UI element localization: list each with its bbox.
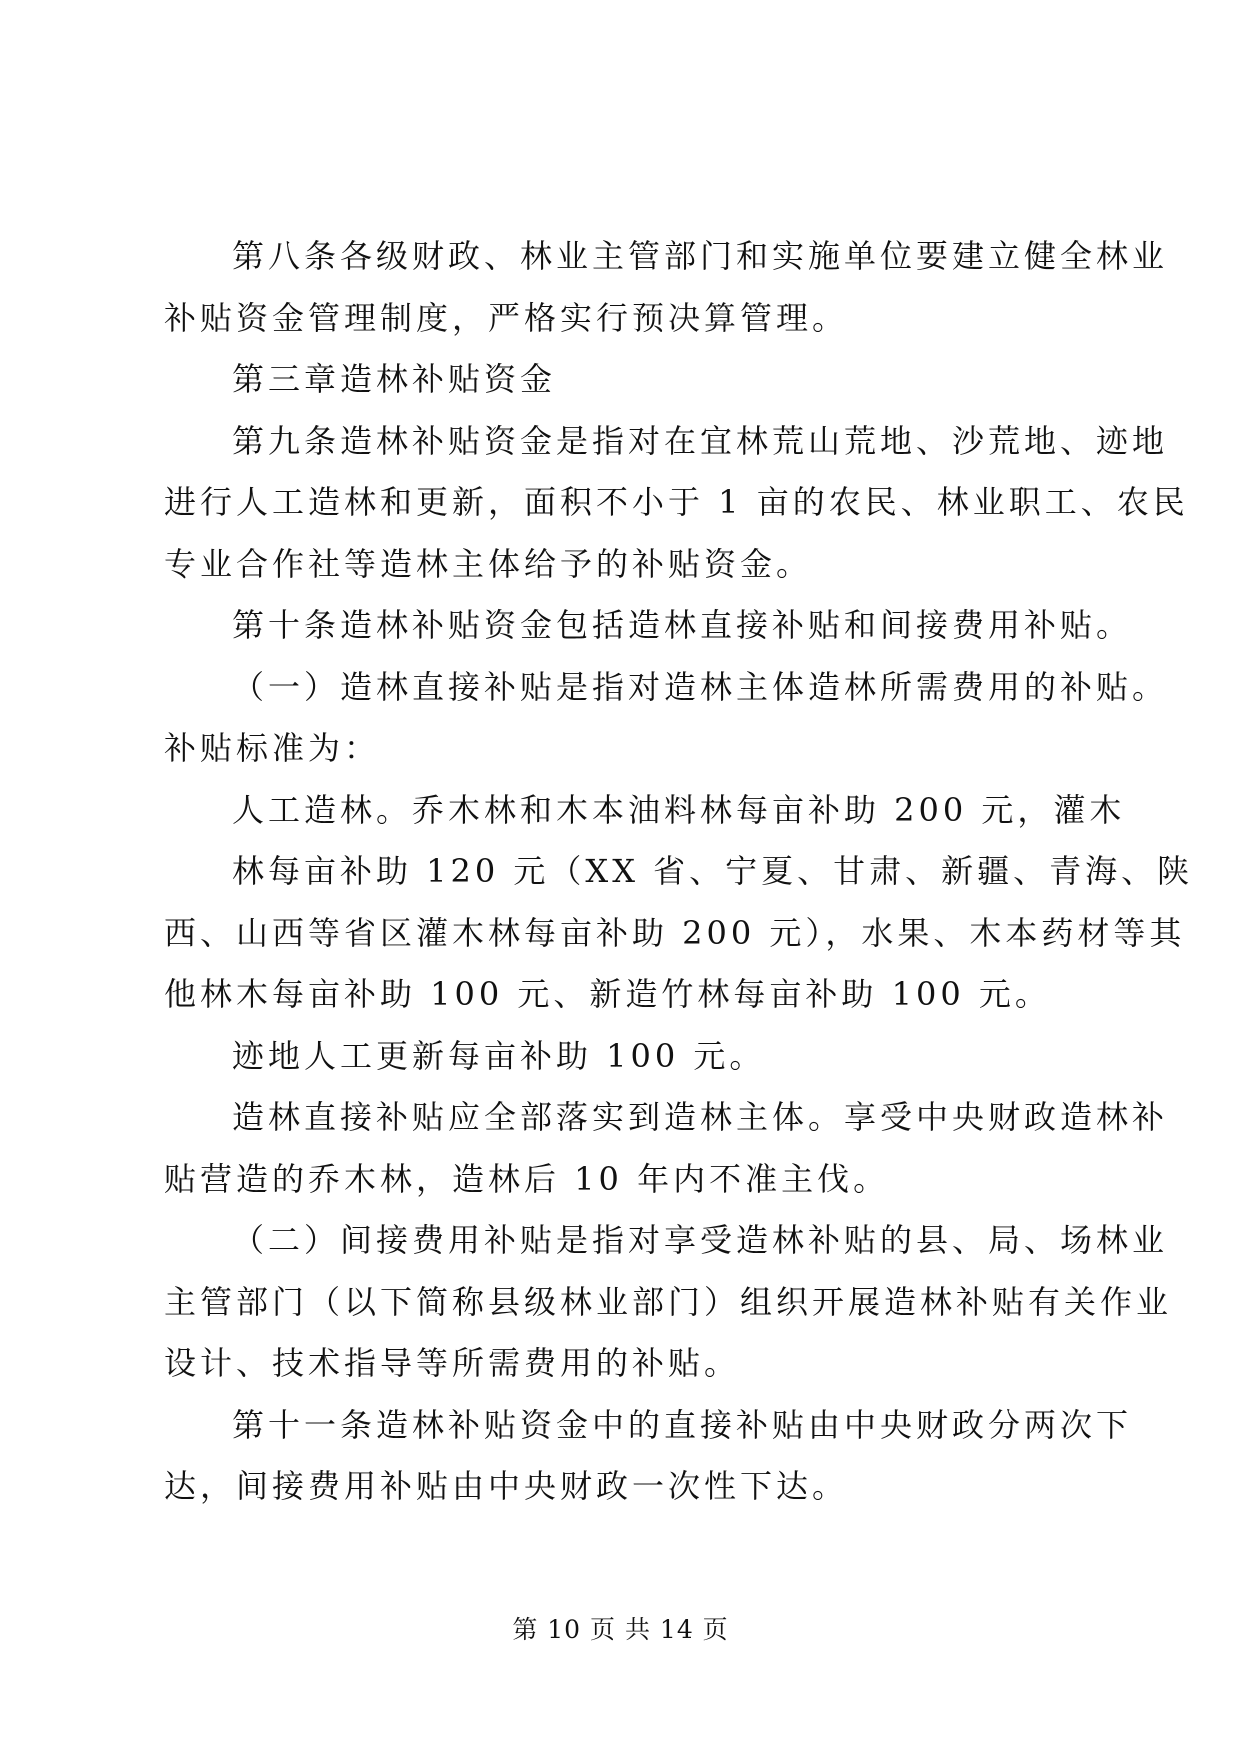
paragraph-line: 达，间接费用补贴由中央财政一次性下达。 <box>164 1467 849 1505</box>
paragraph-line: 林每亩补助 120 元（XX 省、宁夏、甘肃、新疆、青海、陕 <box>232 852 1194 890</box>
paragraph-line: 迹地人工更新每亩补助 100 元。 <box>232 1036 766 1075</box>
paragraph-line: 他林木每亩补助 100 元、新造竹林每亩补助 100 元。 <box>164 975 1051 1013</box>
paragraph-line: 补贴标准为： <box>164 729 381 767</box>
document-body <box>164 226 1194 1518</box>
paragraph-line: 进行人工造林和更新，面积不小于 1 亩的农民、林业职工、农民 <box>164 483 1189 521</box>
paragraph-line: （二）间接费用补贴是指对享受造林补贴的县、局、场林业 <box>232 1221 1169 1259</box>
paragraph-line: 设计、技术指导等所需费用的补贴。 <box>164 1344 741 1382</box>
paragraph-line: 第九条造林补贴资金是指对在宜林荒山荒地、沙荒地、迹地 <box>232 421 1169 460</box>
paragraph-line: 主管部门（以下简称县级林业部门）组织开展造林补贴有关作业 <box>164 1282 1173 1321</box>
paragraph-line: （一）造林直接补贴是指对造林主体造林所需费用的补贴。 <box>232 667 1169 706</box>
paragraph-line: 补贴资金管理制度，严格实行预决算管理。 <box>164 298 849 337</box>
paragraph-line: 第八条各级财政、林业主管部门和实施单位要建立健全林业 <box>232 237 1169 275</box>
paragraph-line: 第十条造林补贴资金包括造林直接补贴和间接费用补贴。 <box>232 606 1133 644</box>
paragraph-line: 第十一条造林补贴资金中的直接补贴由中央财政分两次下 <box>232 1405 1133 1444</box>
paragraph-line: 造林直接补贴应全部落实到造林主体。享受中央财政造林补 <box>232 1098 1169 1136</box>
chapter-heading: 第三章造林补贴资金 <box>232 360 557 398</box>
paragraph-line: 贴营造的乔木林，造林后 10 年内不准主伐。 <box>164 1159 890 1198</box>
paragraph-line: 西、山西等省区灌木林每亩补助 200 元），水果、木本药材等其 <box>164 913 1186 952</box>
paragraph-line: 专业合作社等造林主体给予的补贴资金。 <box>164 544 813 583</box>
page-footer: 第 10 页 共 14 页 <box>512 1615 729 1644</box>
paragraph-line: 人工造林。乔木林和木本油料林每亩补助 200 元，灌木 <box>232 790 1126 829</box>
